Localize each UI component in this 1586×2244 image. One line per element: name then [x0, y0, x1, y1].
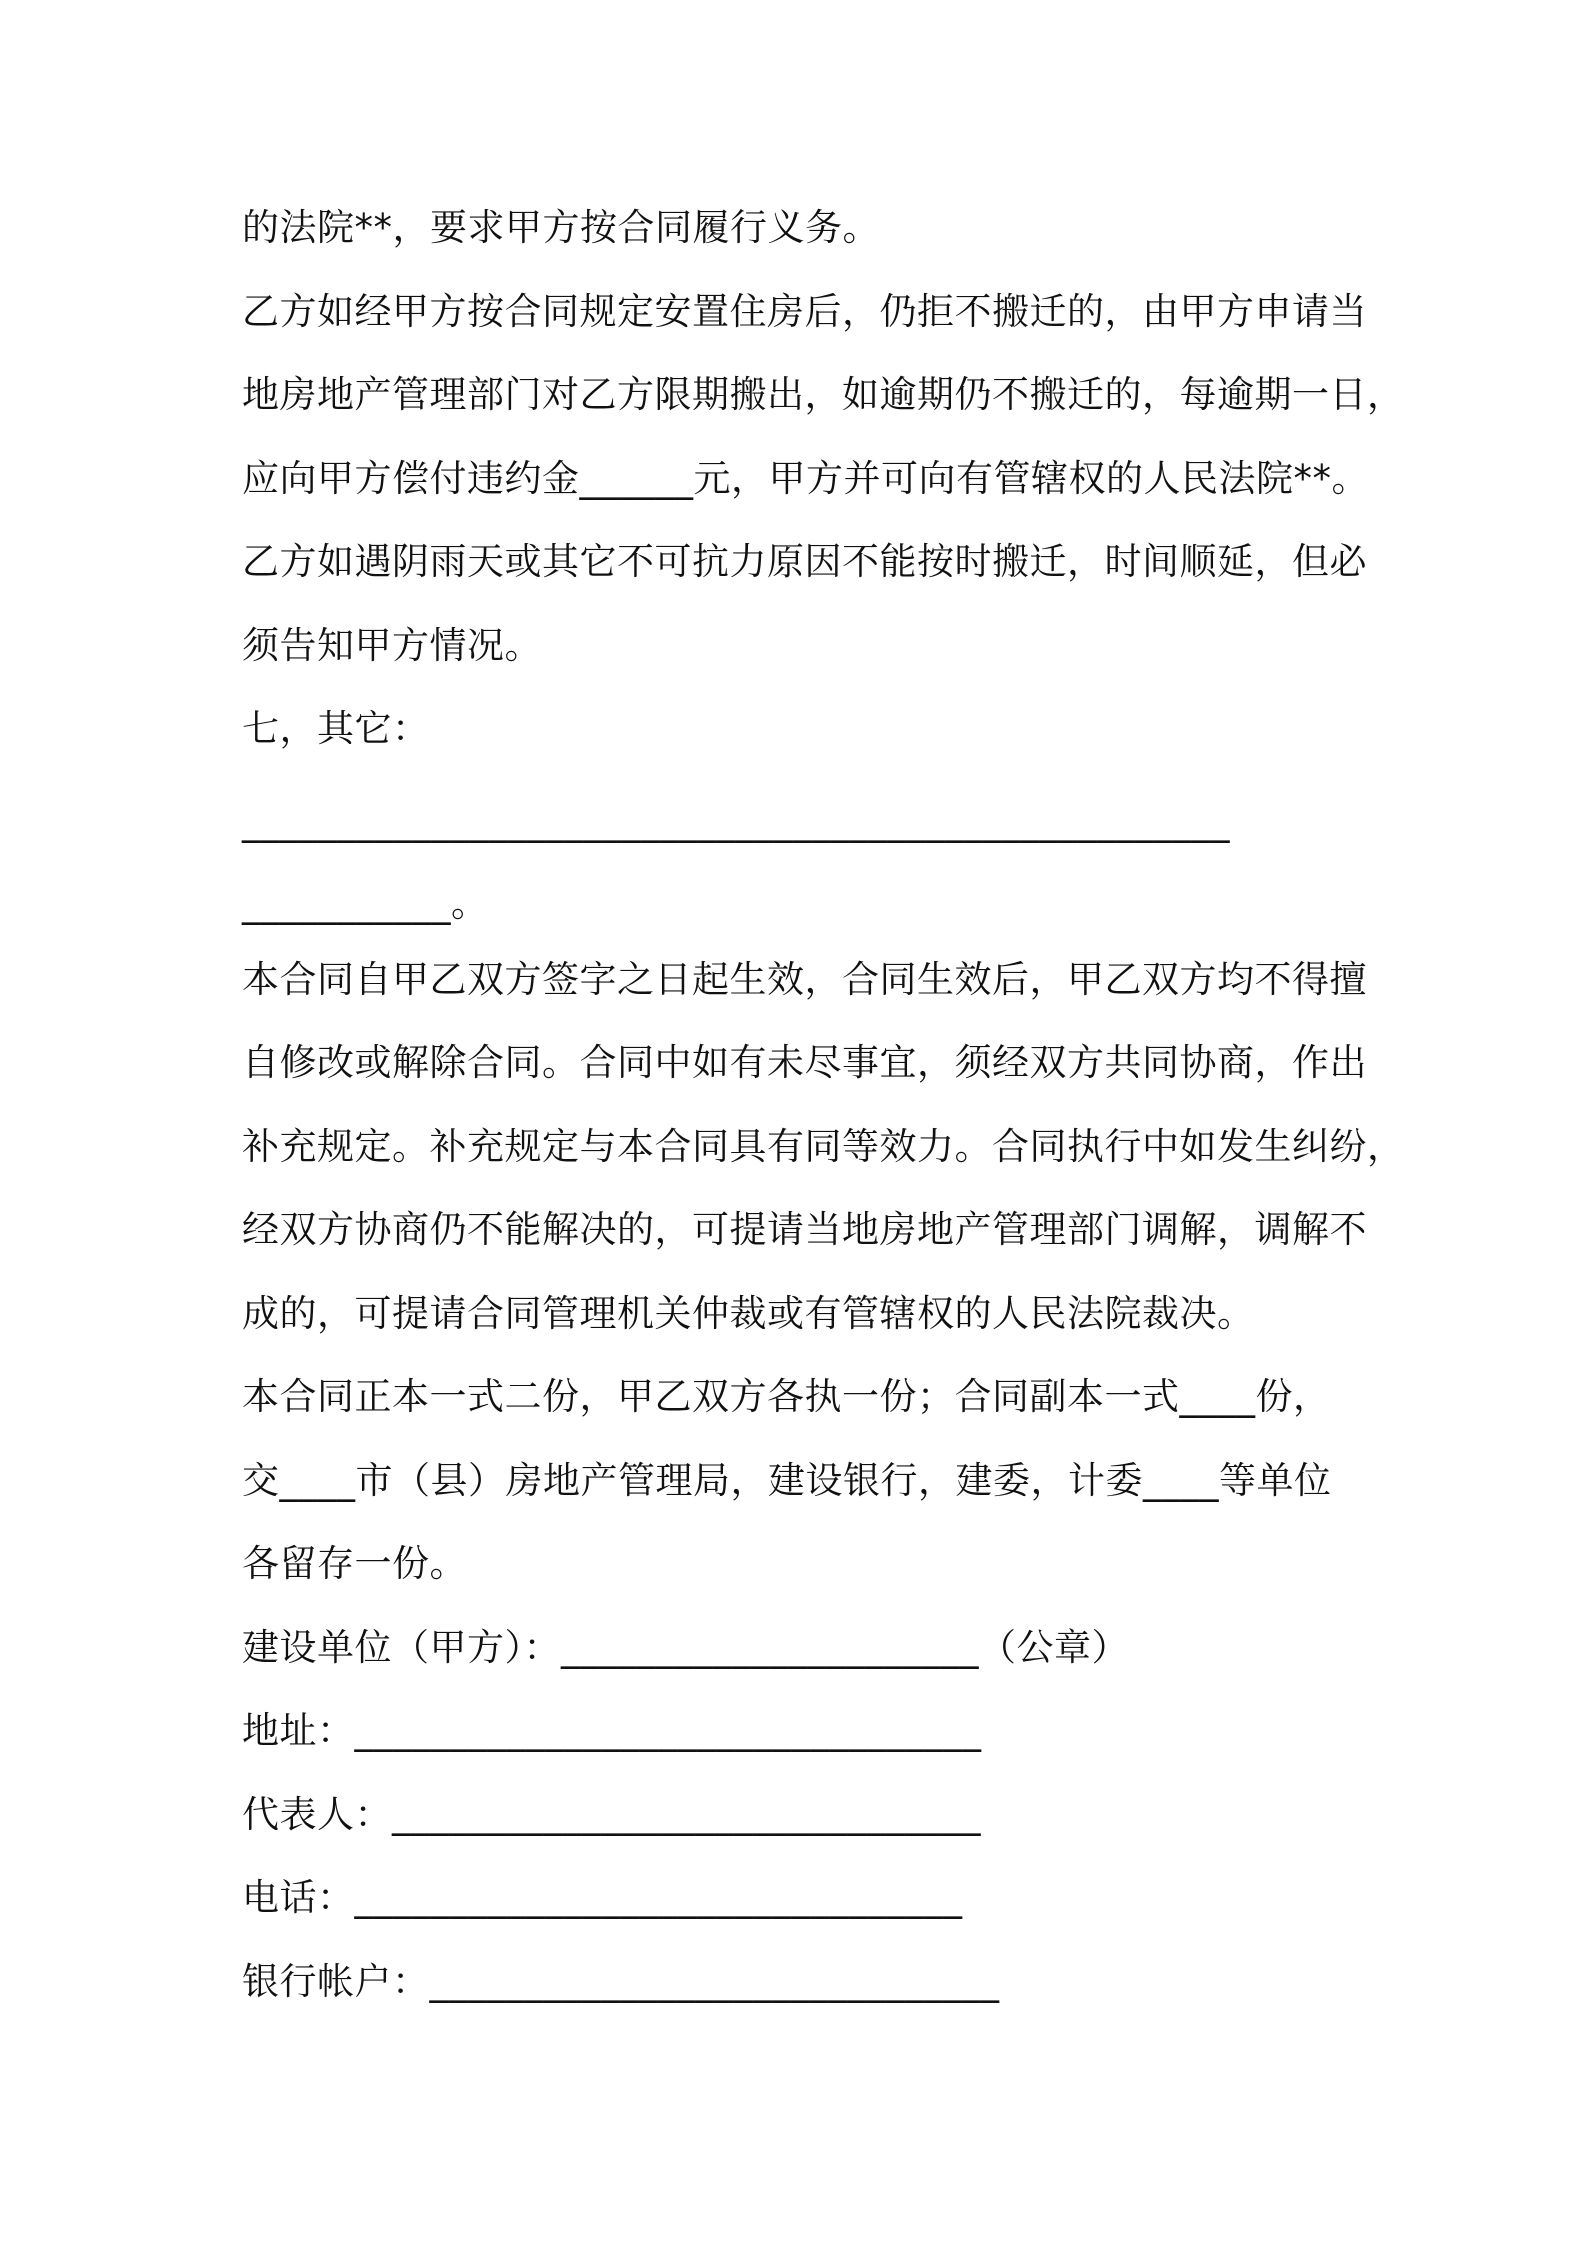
- text-line-4: 应向甲方偿付违约金______元，甲方并可向有管辖权的人民法院**。: [242, 457, 1369, 500]
- text-line-2: 乙方如经甲方按合同规定安置住房后，仍拒不搬迁的，由甲方申请当: [242, 290, 1367, 333]
- section-heading-other: 七，其它：: [242, 707, 430, 750]
- field-bank-account: 银行帐户：______________________________: [242, 1960, 1000, 2003]
- text-line-13: 经双方协商仍不能解决的，可提请当地房地产管理部门调解，调解不: [242, 1208, 1367, 1251]
- blank-line-long: ____________________________________________________: [242, 800, 1230, 843]
- field-representative: 代表人：_______________________________: [242, 1793, 981, 1836]
- text-line-3: 地房地产管理部门对乙方限期搬出，如逾期仍不搬迁的，每逾期一日，: [242, 373, 1405, 416]
- field-phone: 电话：________________________________: [242, 1876, 963, 1919]
- blank-line-short: ___________。: [242, 882, 489, 925]
- text-line-16: 交____市（县）房地产管理局，建设银行，建委，计委____等单位: [242, 1459, 1332, 1502]
- text-line-5: 乙方如遇阴雨天或其它不可抗力原因不能按时搬迁，时间顺延，但必: [242, 540, 1367, 583]
- text-line-6: 须告知甲方情况。: [242, 624, 542, 667]
- field-address: 地址：_________________________________: [242, 1709, 982, 1752]
- text-line-1: 的法院**，要求甲方按合同履行义务。: [242, 206, 880, 249]
- field-construction-unit: 建设单位（甲方）：______________________（公章）: [242, 1626, 1129, 1669]
- text-line-15: 本合同正本一式二份，甲乙双方各执一份；合同副本一式____份，: [242, 1375, 1331, 1418]
- text-line-12: 补充规定。补充规定与本合同具有同等效力。合同执行中如发生纠纷，: [242, 1125, 1405, 1168]
- text-line-11: 自修改或解除合同。合同中如有未尽事宜，须经双方共同协商，作出: [242, 1041, 1367, 1084]
- text-line-14: 成的，可提请合同管理机关仲裁或有管辖权的人民法院裁决。: [242, 1292, 1255, 1335]
- text-line-17: 各留存一份。: [242, 1542, 467, 1585]
- text-line-10: 本合同自甲乙双方签字之日起生效，合同生效后，甲乙双方均不得擅: [242, 958, 1367, 1001]
